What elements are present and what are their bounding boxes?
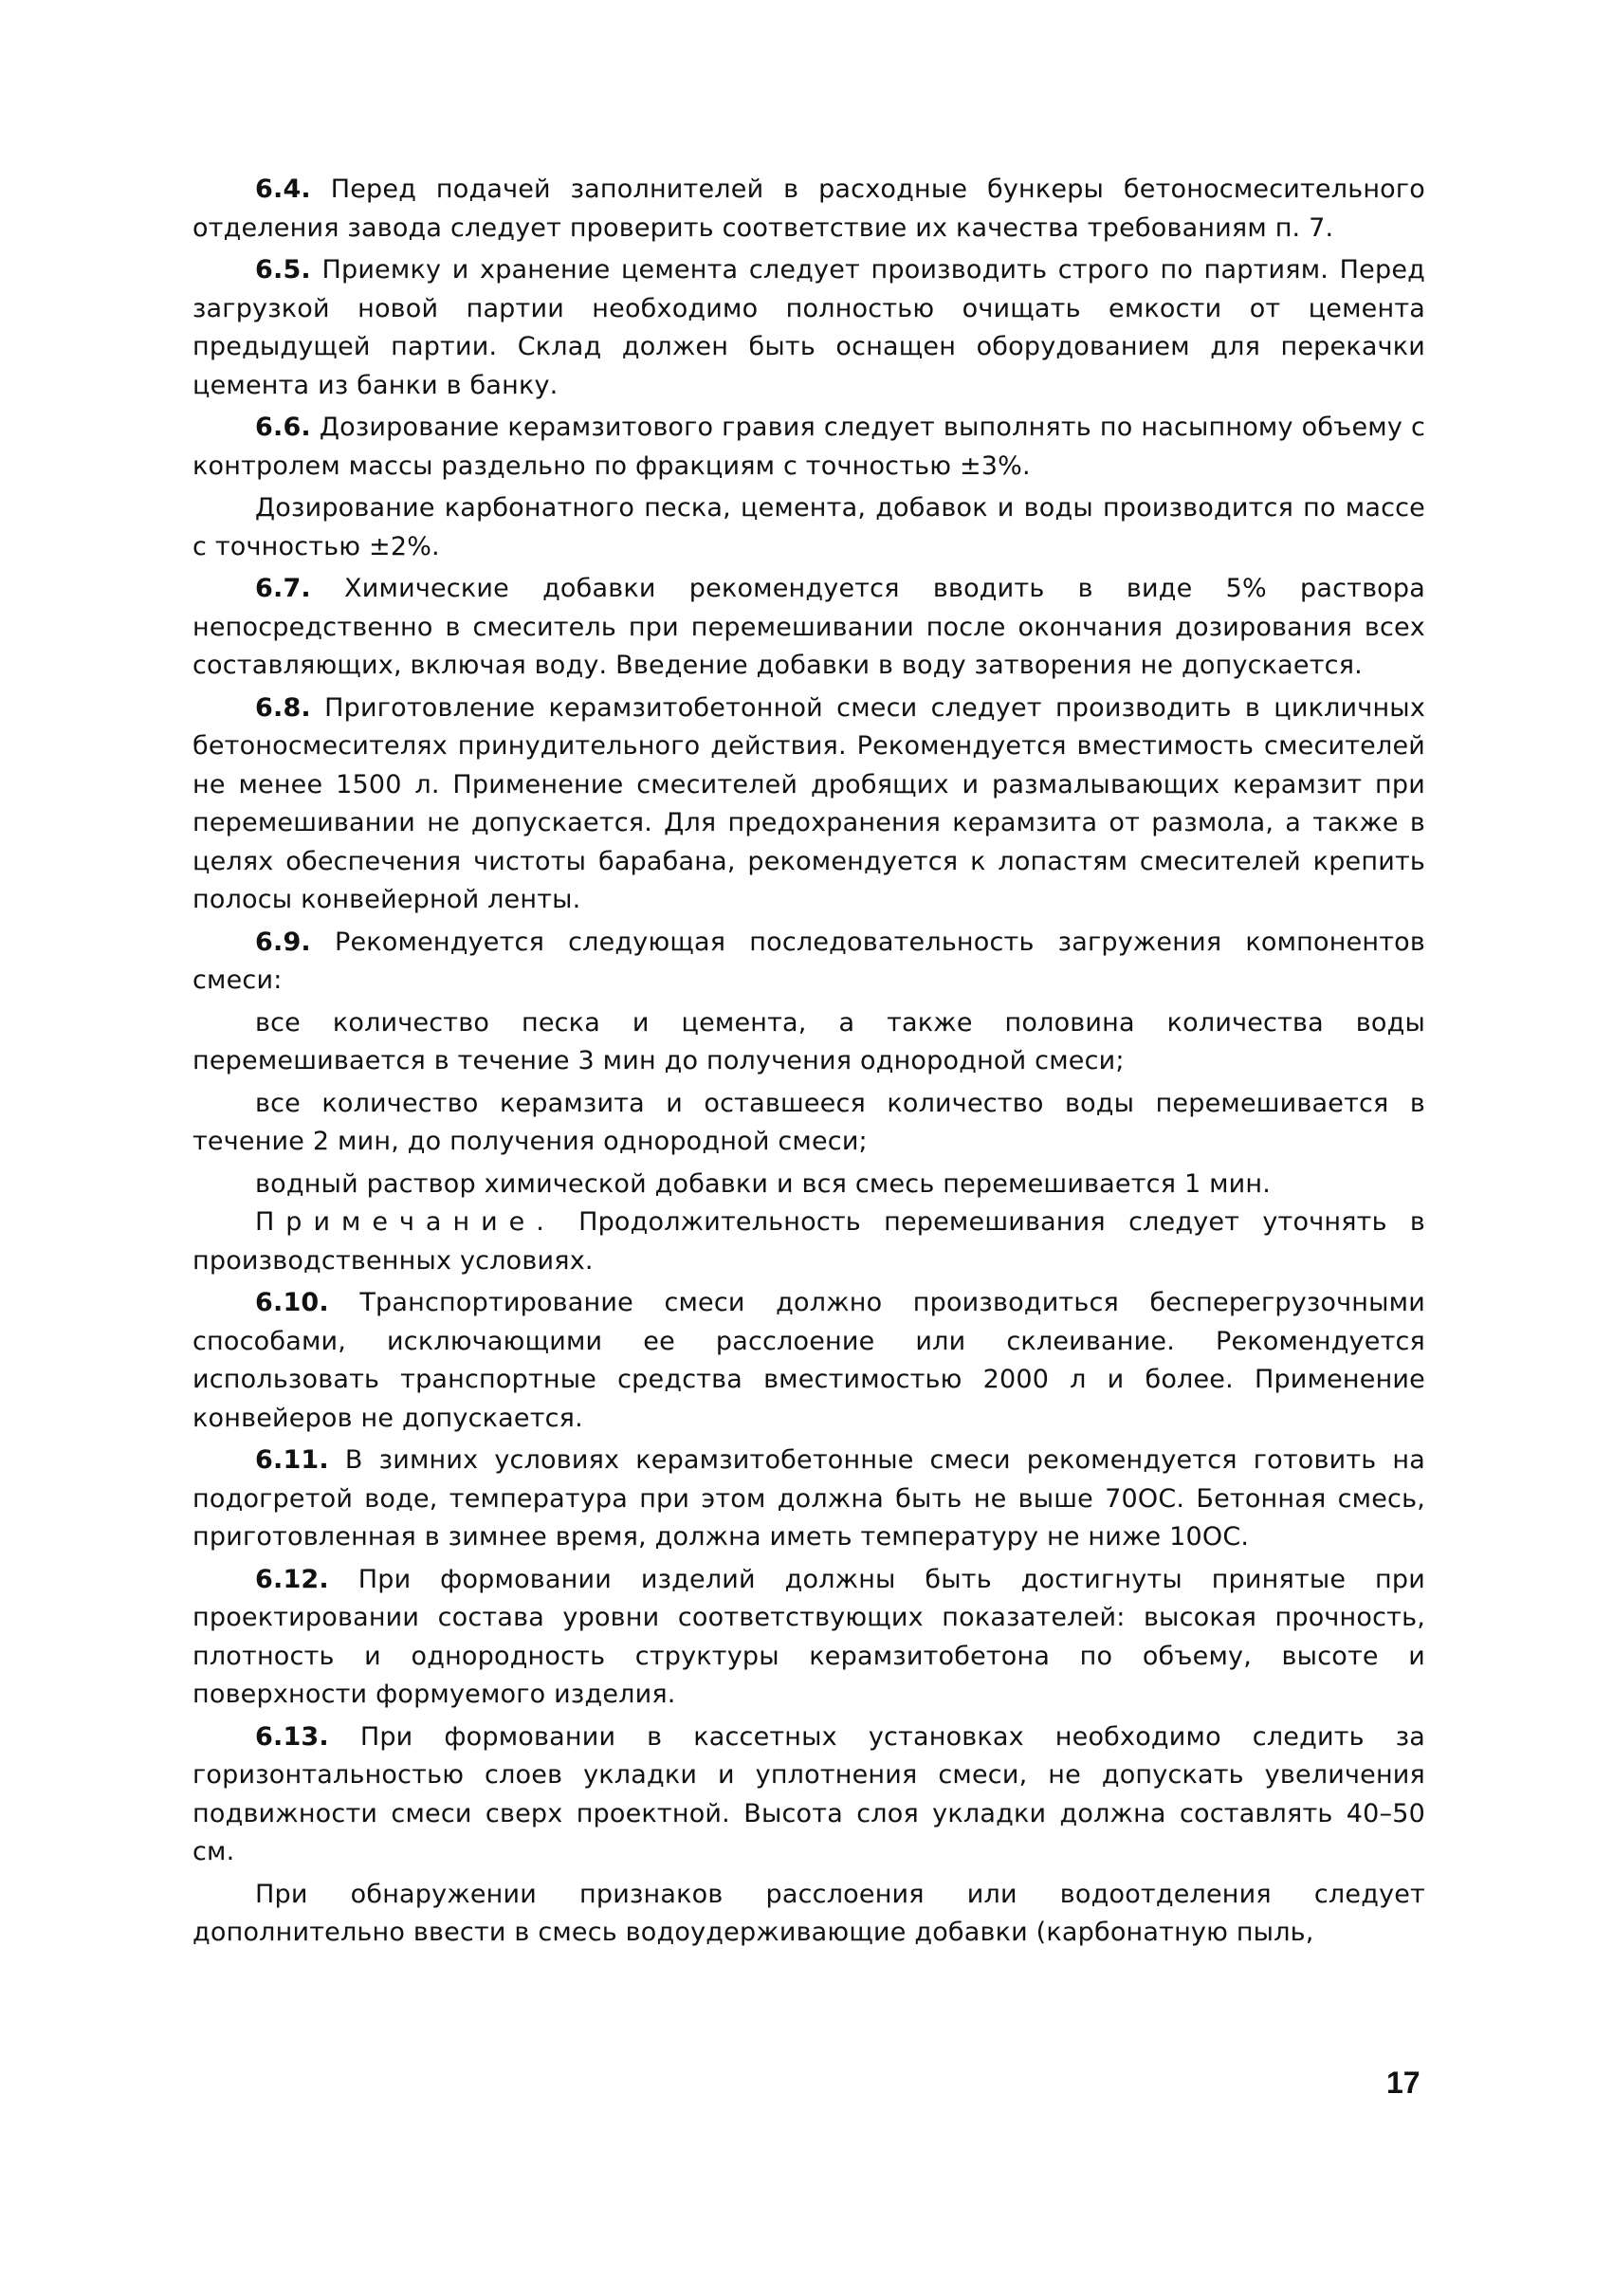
note-text: Продолжительность перемешивания следует уточнять в производственных условиях. bbox=[192, 1207, 1425, 1276]
clause-text: Перед подачей заполнителей в расходные бункеры бетоносмесительного отделения завода следует проверить соответствие их качества требованиям п. 7. bbox=[192, 174, 1425, 243]
page-number: 17 bbox=[1386, 2066, 1421, 2100]
clause-text: все количество керамзита и оставшееся количество воды перемешивается в течение 2 мин, до получения однородной смеси; bbox=[192, 1088, 1425, 1156]
loading-step-1 bbox=[192, 1004, 1425, 1081]
clause-6-6 bbox=[192, 409, 1425, 486]
clause-text: Рекомендуется следующая последовательность загружения компонентов смеси: bbox=[192, 927, 1425, 995]
clause-6-10 bbox=[192, 1284, 1425, 1438]
clause-text: При обнаружении признаков расслоения или водоотделения следует дополнительно ввести в смесь водоудерживающие добавки (карбонатную пыль, bbox=[192, 1879, 1425, 1947]
clause-6-7 bbox=[192, 570, 1425, 686]
clause-6-13-continuation bbox=[192, 1876, 1425, 1953]
clause-number: 6.7. bbox=[255, 574, 311, 603]
clause-number: 6.6. bbox=[255, 413, 311, 442]
clause-number: 6.9. bbox=[255, 927, 311, 957]
clause-6-6-continuation bbox=[192, 489, 1425, 566]
clause-text: При формовании изделий должны быть достигнуты принятые при проектировании состава уровни соответствующих показателей: высокая прочность, плотность и однородность структуры керамзитобетона по объему, высоте и поверхности формуемого изделия. bbox=[192, 1564, 1425, 1709]
clause-text: При формовании в кассетных установках необходимо следить за горизонтальностью слоев укладки и уплотнения смеси, не допускать увеличения подвижности смеси сверх проектной. Высота слоя укладки должна составлять 40–50 см. bbox=[192, 1721, 1425, 1866]
page-body bbox=[192, 171, 1425, 1953]
clause-text: Приготовление керамзитобетонной смеси следует производить в цикличных бетоносмесителях принудительного действия. Рекомендуется вместимость смесителей не менее 1500 л. Применение смесителей дробящих и размалывающих керамзит при перемешивании не допускается. Для предохранения керамзита от размола, а также в целях обеспечения чистоты барабана, рекомендуется к лопастям смесителей крепить полосы конвейерной ленты. bbox=[192, 692, 1425, 914]
clause-text: Химические добавки рекомендуется вводить в виде 5% раствора непосредственно в смеситель при перемешивании после окончания дозирования всех составляющих, включая воду. Введение добавки в воду затворения не допускается. bbox=[192, 574, 1425, 680]
clause-6-11 bbox=[192, 1442, 1425, 1557]
note bbox=[192, 1203, 1425, 1280]
clause-6-12 bbox=[192, 1561, 1425, 1715]
clause-number: 6.10. bbox=[255, 1288, 329, 1317]
clause-text: В зимних условиях керамзитобетонные смеси рекомендуется готовить на подогретой воде, температура при этом должна быть не выше 70ОС. Бетонная смесь, приготовленная в зимнее время, должна иметь температуру не ниже 10ОС. bbox=[192, 1445, 1425, 1552]
loading-step-2 bbox=[192, 1085, 1425, 1162]
clause-text: Дозирование карбонатного песка, цемента, добавок и воды производится по массе с точностью ±2%. bbox=[192, 493, 1425, 561]
clause-6-4 bbox=[192, 171, 1425, 248]
clause-text: все количество песка и цемента, а также половина количества воды перемешивается в течение 3 мин до получения однородной смеси; bbox=[192, 1007, 1425, 1075]
clause-text: Транспортирование смеси должно производиться бесперегрузочными способами, исключающими ее расслоение или склеивание. Рекомендуется использовать транспортные средства вместимостью 2000 л и более. Применение конвейеров не допускается. bbox=[192, 1288, 1425, 1433]
clause-number: 6.4. bbox=[255, 174, 311, 204]
clause-6-9 bbox=[192, 924, 1425, 1001]
clause-number: 6.11. bbox=[255, 1445, 329, 1475]
note-label: Примечание. bbox=[255, 1207, 556, 1237]
loading-step-3 bbox=[192, 1166, 1425, 1204]
clause-6-8 bbox=[192, 689, 1425, 920]
clause-number: 6.5. bbox=[255, 255, 311, 285]
clause-text: Дозирование керамзитового гравия следует выполнять по насыпному объему с контролем массы раздельно по фракциям с точностью ±3%. bbox=[192, 413, 1425, 481]
clause-6-5 bbox=[192, 251, 1425, 405]
clause-6-13 bbox=[192, 1718, 1425, 1872]
clause-number: 6.12. bbox=[255, 1564, 329, 1594]
clause-text: водный раствор химической добавки и вся смесь перемешивается 1 мин. bbox=[255, 1168, 1272, 1199]
clause-number: 6.8. bbox=[255, 692, 311, 723]
clause-text: Приемку и хранение цемента следует производить строго по партиям. Перед загрузкой новой партии необходимо полностью очищать емкости от цемента предыдущей партии. Склад должен быть оснащен оборудованием для перекачки цемента из банки в банку. bbox=[192, 255, 1425, 400]
clause-number: 6.13. bbox=[255, 1721, 329, 1752]
